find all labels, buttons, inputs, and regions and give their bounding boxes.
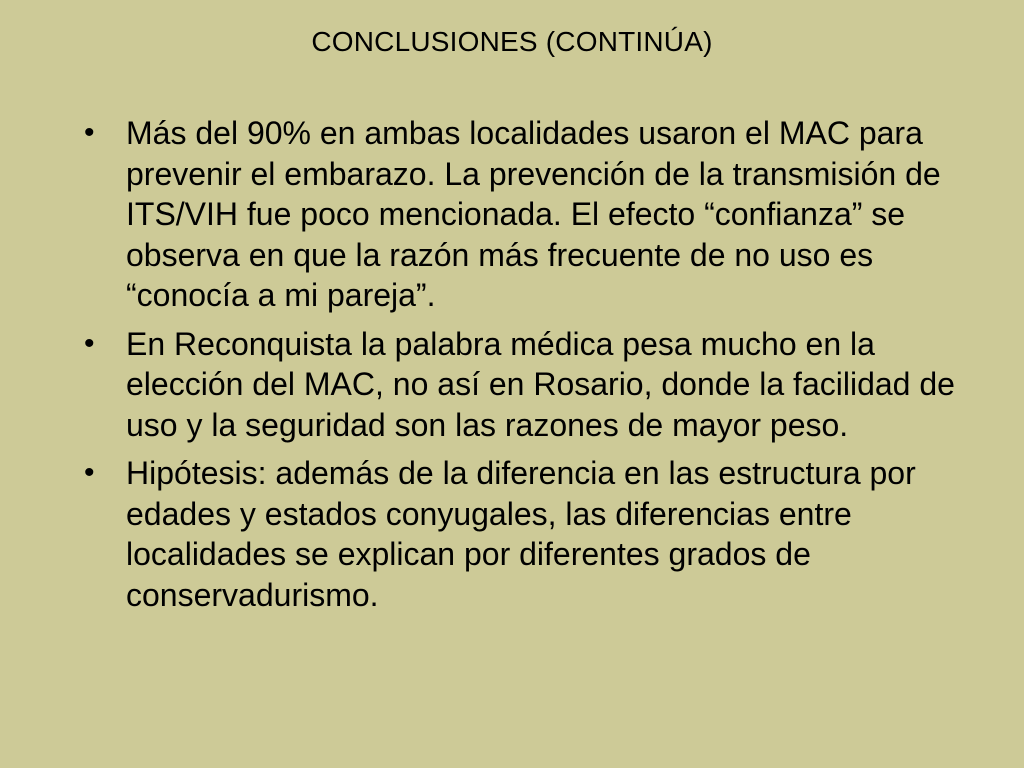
- bullet-list: [82, 113, 962, 623]
- bullet-text: Hipótesis: además de la diferencia en las estructura por edades y estados conyugales, las diferencias entre localidades se explican por diferentes grados de conservadurismo.: [126, 455, 916, 613]
- bullet-text: Más del 90% en ambas localidades usaron el MAC para prevenir el embarazo. La prevención de la transmisión de ITS/VIH fue poco mencionada. El efecto “confianza” se observa en que la razón más frecuente de no uso es “conocía a mi pareja”.: [126, 115, 941, 313]
- bullet-icon: •: [84, 116, 95, 149]
- bullet-item-3: [82, 453, 962, 615]
- bullet-text: En Reconquista la palabra médica pesa mucho en la elección del MAC, no así en Rosario, donde la facilidad de uso y la seguridad son las razones de mayor peso.: [126, 325, 955, 443]
- bullet-item-2: [82, 324, 962, 446]
- slide-title: CONCLUSIONES (CONTINÚA): [311, 26, 713, 57]
- bullet-icon: •: [84, 326, 95, 360]
- bullet-icon: •: [84, 456, 95, 489]
- bullet-item-1: [82, 113, 962, 316]
